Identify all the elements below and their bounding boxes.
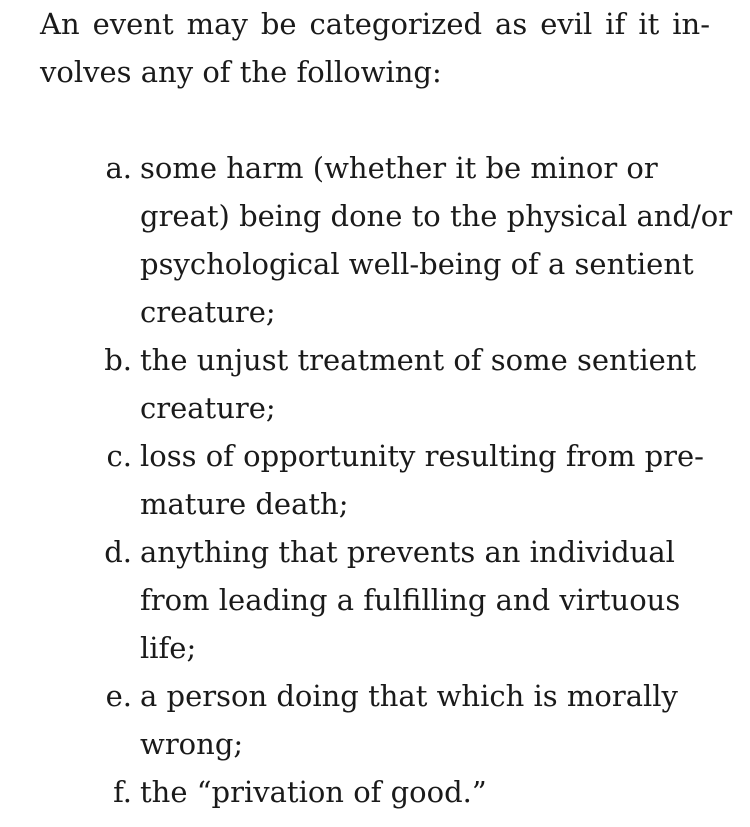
list-item-c [92,432,732,528]
list-item-line: the unjust treatment of some sentient [140,343,697,377]
intro-paragraph [40,0,710,96]
list-item-line: the “privation of good.” [140,775,487,809]
list-item-line: life; [140,631,197,665]
list-marker: b. [104,343,132,377]
list-item-line: loss of opportunity resulting from pre- [140,439,704,473]
list-item-line: some harm (whether it be minor or [140,151,658,185]
list-marker: f. [113,775,132,809]
list-item-line: creature; [140,391,276,425]
list-marker: d. [104,535,132,569]
list-marker: e. [105,679,132,713]
list-item-a [92,144,732,336]
list-item-d [92,528,732,672]
list-item-line: wrong; [140,727,244,761]
list-item-b [92,336,732,432]
list-item-line: great) being done to the physical and/or [140,199,733,233]
list-item-line: mature death; [140,487,349,521]
list-item-line: psychological well-being of a sentient [140,247,694,281]
list-item-e [92,672,732,768]
list-item-line: creature; [140,295,276,329]
list-marker: c. [106,439,132,473]
list-marker: a. [105,151,132,185]
list-item-line: from leading a fulfilling and virtuous [140,583,681,617]
list-item-line: anything that prevents an individual [140,535,675,569]
intro-line: volves any of the following: [40,55,442,89]
criteria-list [92,144,732,816]
intro-line: An event may be categorized as evil if it in- [40,7,710,41]
list-item-f [92,768,732,816]
list-item-line: a person doing that which is morally [140,679,678,713]
